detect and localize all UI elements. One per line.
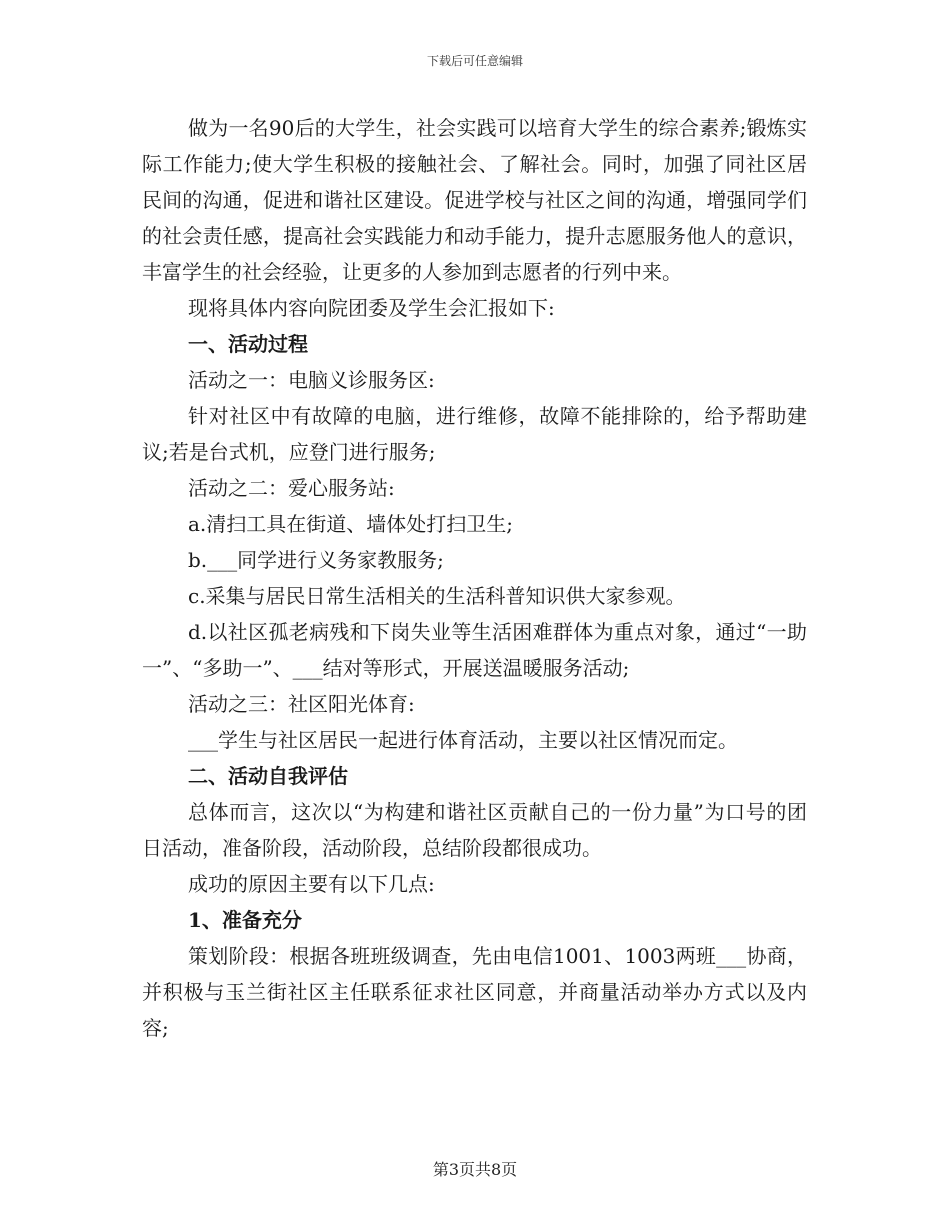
activity-2-title: 活动之二：爱心服务站: <box>188 476 395 500</box>
document-body <box>142 110 807 1046</box>
section-heading-process: 一、活动过程 <box>188 332 308 356</box>
list-item-a: a.清扫工具在街道、墙体处打扫卫生; <box>188 512 514 536</box>
section-heading-evaluation: 二、活动自我评估 <box>188 764 348 788</box>
paragraph-intro: 做为一名90后的大学生，社会实践可以培育大学生的综合素养;锻炼实际工作能力;使大学生积极的接触社会、了解社会。同时，加强了同社区居民间的沟通，促进和谐社区建设。促进学校与社区之间的沟通，增强同学们的社会责任感，提高社会实践能力和动手能力，提升志愿服务他人的意识，丰富学生的社会经验，让更多的人参加到志愿者的行列中来。 <box>142 116 807 284</box>
activity-1-title: 活动之一：电脑义诊服务区: <box>188 368 435 392</box>
page-header: 下载后可任意编辑 <box>426 54 523 68</box>
paragraph-report-lead: 现将具体内容向院团委及学生会汇报如下: <box>188 296 555 320</box>
list-item-c: c.采集与居民日常生活相关的生活科普知识供大家参观。 <box>188 584 686 608</box>
list-item-b: b.___同学进行义务家教服务; <box>188 548 444 572</box>
page-footer: 第3页共8页 <box>432 1160 518 1179</box>
paragraph-reasons-lead: 成功的原因主要有以下几点: <box>188 872 435 896</box>
paragraph-planning: 策划阶段：根据各班班级调查，先由电信1001、1003两班___协商，并积极与玉兰街社区主任联系征求社区同意，并商量活动举办方式以及内容; <box>142 944 807 1040</box>
activity-3-desc: ___学生与社区居民一起进行体育活动，主要以社区情况而定。 <box>188 728 738 752</box>
list-item-d: d.以社区孤老病残和下岗失业等生活困难群体为重点对象，通过“一助一”、“多助一”、___结对等形式，开展送温暖服务活动; <box>142 620 807 680</box>
activity-3-title: 活动之三：社区阳光体育: <box>188 692 415 716</box>
activity-1-desc: 针对社区中有故障的电脑，进行维修，故障不能排除的，给予帮助建议;若是台式机，应登门进行服务; <box>142 404 807 464</box>
subheading-preparation: 1、准备充分 <box>188 908 302 932</box>
paragraph-overall: 总体而言，这次以“为构建和谐社区贡献自己的一份力量”为口号的团日活动，准备阶段，活动阶段，总结阶段都很成功。 <box>142 800 807 860</box>
